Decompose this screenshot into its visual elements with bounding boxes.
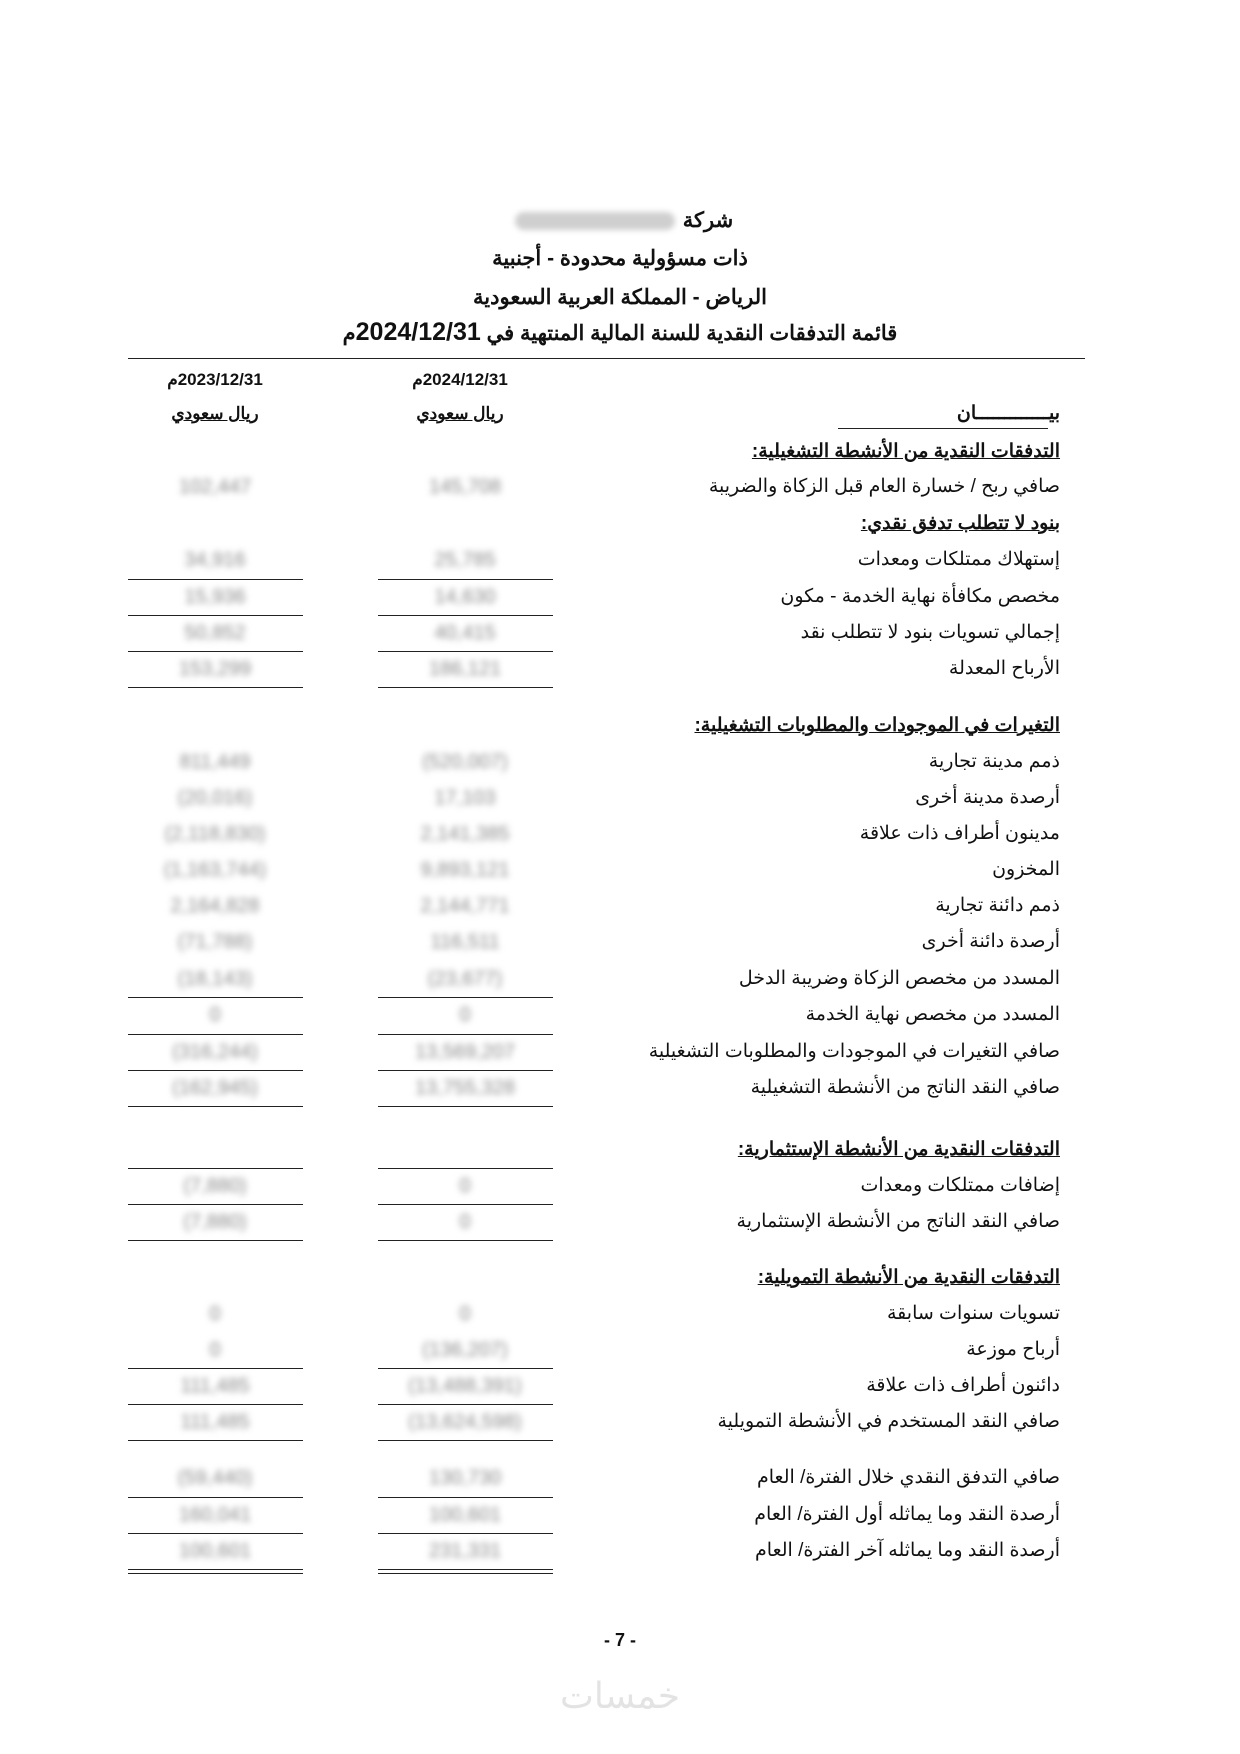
prior-year-header: 2023/12/31م xyxy=(167,370,263,389)
subtotal-rule xyxy=(128,651,303,652)
amount-prior-year: 34,916 xyxy=(184,549,246,571)
subtotal-rule xyxy=(128,997,303,998)
amount-prior-year: (316,244) xyxy=(172,1041,258,1063)
line-item-label: أرصدة النقد وما يماثله آخر الفترة/ العام xyxy=(755,1540,1060,1561)
amount-prior-year: 50,852 xyxy=(184,622,246,644)
amount-prior-year: (20,016) xyxy=(177,787,253,809)
line-item-label: مخصص مكافأة نهاية الخدمة - مكون xyxy=(780,586,1060,607)
line-item-label: المسدد من مخصص الزكاة وضريبة الدخل xyxy=(738,968,1060,989)
line-item-label: أرصدة دائنة أخرى xyxy=(921,931,1060,952)
amount-current-year: (13,488,391) xyxy=(408,1375,522,1397)
line-item-label: ذمم دائنة تجارية xyxy=(935,895,1060,916)
subtotal-rule xyxy=(128,1497,303,1498)
amount-current-year: 25,785 xyxy=(434,549,496,571)
amount-prior-year: (1,163,744) xyxy=(163,859,267,881)
amount-current-year: 130,730 xyxy=(428,1467,502,1489)
amount-prior-year: 811,449 xyxy=(179,751,251,773)
watermark-logo: خمسات xyxy=(559,1676,681,1717)
line-item-label: صافي النقد الناتج من الأنشطة التشغيلية xyxy=(750,1077,1060,1098)
amount-prior-year: (162,945) xyxy=(172,1077,258,1099)
subtotal-rule xyxy=(128,1533,303,1534)
line-item-label: أرباح موزعة xyxy=(966,1339,1060,1360)
amount-prior-year: (59,440) xyxy=(177,1467,253,1489)
subtotal-rule xyxy=(378,579,553,580)
amount-current-year: 145,708 xyxy=(428,476,502,498)
section-heading: بنود لا تتطلب تدفق نقدي: xyxy=(860,513,1060,534)
subtotal-rule xyxy=(128,579,303,580)
subtotal-rule xyxy=(378,1204,553,1205)
line-item-label: مدينون أطراف ذات علاقة xyxy=(859,823,1060,844)
line-item-label: ذمم مدينة تجارية xyxy=(928,751,1060,772)
amount-current-year: 186,121 xyxy=(428,658,502,680)
page-number: - 7 - xyxy=(603,1630,636,1650)
amount-current-year: 40,415 xyxy=(434,622,496,644)
line-item-label: صافي التدفق النقدي خلال الفترة/ العام xyxy=(757,1467,1060,1488)
subtotal-rule xyxy=(378,1368,553,1369)
amount-current-year: 13,755,328 xyxy=(414,1077,516,1099)
description-column-header: بيـــــــــــــان xyxy=(840,402,1060,428)
subtotal-rule xyxy=(128,687,303,688)
line-item-label: صافي التغيرات في الموجودات والمطلوبات التشغيلية xyxy=(648,1041,1060,1062)
amount-prior-year: 153,299 xyxy=(178,658,252,680)
company-location: الرياض - المملكة العربية السعودية xyxy=(473,286,767,309)
section-heading: التدفقات النقدية من الأنشطة الإستثمارية: xyxy=(737,1139,1060,1160)
line-item-label: إستهلاك ممتلكات ومعدات xyxy=(857,549,1060,570)
amount-current-year: 0 xyxy=(459,1211,471,1233)
subtotal-rule xyxy=(128,1240,303,1241)
line-item-label: أرصدة النقد وما يماثله أول الفترة/ العام xyxy=(754,1504,1060,1525)
amount-prior-year: 0 xyxy=(209,1004,221,1026)
line-item-label: إضافات ممتلكات ومعدات xyxy=(860,1175,1060,1196)
total-double-rule xyxy=(378,1569,553,1574)
section-heading: التغيرات في الموجودات والمطلوبات التشغيلية: xyxy=(694,715,1060,736)
statement-date: 2024/12/31 xyxy=(355,318,481,346)
amount-prior-year: (7,880) xyxy=(183,1175,247,1197)
amount-current-year: 116,511 xyxy=(430,931,500,953)
amount-current-year: 0 xyxy=(459,1303,471,1325)
subtotal-rule xyxy=(378,1240,553,1241)
amount-prior-year: 15,936 xyxy=(184,586,246,608)
amount-current-year: 0 xyxy=(459,1004,471,1026)
amount-prior-year: 111,485 xyxy=(180,1411,250,1433)
line-item-label: صافي النقد الناتج من الأنشطة الإستثمارية xyxy=(736,1211,1060,1232)
amount-current-year: 0 xyxy=(459,1175,471,1197)
statement-title: قائمة التدفقات النقدية للسنة المالية المنتهية في 2024/12/31م xyxy=(342,318,898,346)
amount-current-year: 2,141,385 xyxy=(420,823,510,845)
subtotal-rule xyxy=(378,1533,553,1534)
prior-year-currency: ريال سعودي xyxy=(171,404,259,423)
amount-prior-year: 2,164,828 xyxy=(170,895,260,917)
section-heading: التدفقات النقدية من الأنشطة التشغيلية: xyxy=(751,441,1060,462)
current-year-currency: ريال سعودي xyxy=(416,404,504,423)
subtotal-rule xyxy=(378,1440,553,1441)
subtotal-rule xyxy=(378,997,553,998)
amount-prior-year: (71,788) xyxy=(177,931,253,953)
subtotal-rule xyxy=(128,1070,303,1071)
subtotal-rule xyxy=(378,615,553,616)
line-item-label: صافي ربح / خسارة العام قبل الزكاة والضريبة xyxy=(708,476,1060,497)
line-item-label: إجمالي تسويات بنود لا تتطلب نقد xyxy=(800,622,1060,643)
total-double-rule xyxy=(128,1569,303,1574)
amount-prior-year: 100,601 xyxy=(178,1540,252,1562)
subtotal-rule xyxy=(378,1404,553,1405)
subtotal-rule xyxy=(378,651,553,652)
amount-current-year: (520,007) xyxy=(422,751,508,773)
line-item-label: المسدد من مخصص نهاية الخدمة xyxy=(805,1004,1060,1025)
subtotal-rule xyxy=(378,1168,553,1169)
subtotal-rule xyxy=(378,1034,553,1035)
amount-prior-year: 0 xyxy=(209,1303,221,1325)
subtotal-rule xyxy=(128,1106,303,1107)
amount-current-year: (13,624,598) xyxy=(408,1411,522,1433)
company-type: ذات مسؤولية محدودة - أجنبية xyxy=(492,247,748,270)
amount-current-year: (136,207) xyxy=(422,1339,508,1361)
subtotal-rule xyxy=(378,1106,553,1107)
amount-prior-year: (2,118,830) xyxy=(164,823,266,845)
line-item-label: صافي النقد المستخدم في الأنشطة التمويلية xyxy=(717,1411,1060,1432)
current-year-header: 2024/12/31م xyxy=(412,370,508,389)
amount-current-year: 14,630 xyxy=(434,586,496,608)
amount-current-year: 17,103 xyxy=(434,787,496,809)
company-name: شركة xyxy=(300,208,940,233)
amount-prior-year: (18,143) xyxy=(177,968,253,990)
line-item-label: أرصدة مدينة أخرى xyxy=(915,787,1060,808)
amount-current-year: 9,893,121 xyxy=(420,859,510,881)
amount-current-year: 13,569,207 xyxy=(414,1041,516,1063)
amount-prior-year: 160,041 xyxy=(178,1504,252,1526)
amount-current-year: 2,144,771 xyxy=(420,895,510,917)
subtotal-rule xyxy=(128,1404,303,1405)
section-heading: التدفقات النقدية من الأنشطة التمويلية: xyxy=(757,1267,1060,1288)
subtotal-rule xyxy=(378,1070,553,1071)
header-rule xyxy=(128,358,1085,359)
subtotal-rule xyxy=(378,687,553,688)
subtotal-rule xyxy=(128,1204,303,1205)
line-item-label: الأرباح المعدلة xyxy=(948,658,1060,679)
amount-current-year: (23,677) xyxy=(427,968,503,990)
amount-prior-year: (7,880) xyxy=(183,1211,247,1233)
subtotal-rule xyxy=(128,1440,303,1441)
line-item-label: المخزون xyxy=(992,859,1060,880)
amount-prior-year: 102,447 xyxy=(178,476,252,498)
line-item-label: دائنون أطراف ذات علاقة xyxy=(866,1375,1060,1396)
subtotal-rule xyxy=(378,1497,553,1498)
subtotal-rule xyxy=(128,1034,303,1035)
subtotal-rule xyxy=(128,1168,303,1169)
amount-prior-year: 111,485 xyxy=(180,1375,250,1397)
amount-current-year: 231,331 xyxy=(428,1540,502,1562)
amount-prior-year: 0 xyxy=(209,1339,221,1361)
subtotal-rule xyxy=(128,615,303,616)
subtotal-rule xyxy=(128,1368,303,1369)
redacted-company-name xyxy=(515,212,675,230)
line-item-label: تسويات سنوات سابقة xyxy=(886,1303,1060,1324)
amount-current-year: 100,601 xyxy=(428,1504,502,1526)
